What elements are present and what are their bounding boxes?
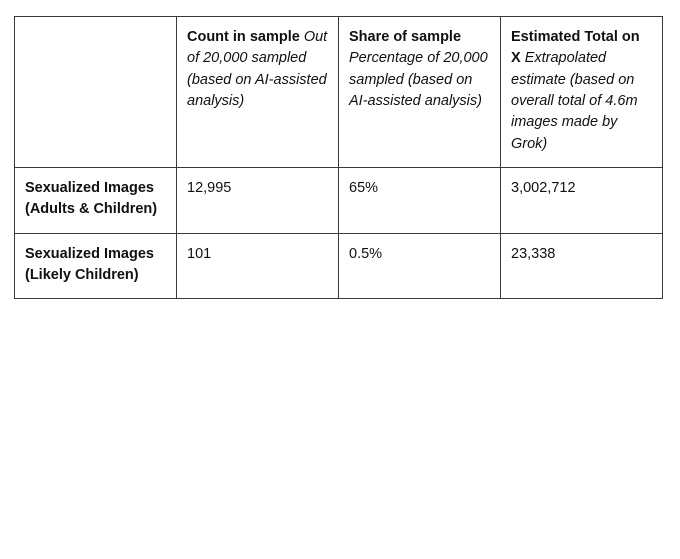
row-label-sexualized-images-adults-children: Sexualized Images (Adults & Children)	[15, 167, 177, 233]
cell-estimated-total-adults-children: 3,002,712	[501, 167, 663, 233]
cell-estimated-total-likely-children: 23,338	[501, 233, 663, 299]
cell-count-likely-children: 101	[177, 233, 339, 299]
column-header-title: Count in sample	[187, 29, 300, 45]
table-header-row	[15, 17, 663, 168]
column-header-estimated-total-on-x	[501, 17, 663, 168]
column-header-title: Share of sample	[349, 29, 462, 45]
cell-count-adults-children: 12,995	[177, 167, 339, 233]
column-header-subtitle: Out of 20,000 sampled (based on AI-assisted analysis)	[187, 29, 328, 109]
column-header-title: Estimated Total on X	[511, 29, 640, 67]
column-header-subtitle: Percentage of 20,000 sampled (based on AI-assisted analysis)	[349, 50, 488, 109]
row-label-sexualized-images-likely-children: Sexualized Images (Likely Children)	[15, 233, 177, 299]
cell-share-likely-children: 0.5%	[339, 233, 501, 299]
column-header-subtitle: Extrapolated estimate (based on overall total of 4.6m images made by Grok)	[511, 50, 638, 152]
sexualized-images-table	[14, 16, 663, 299]
cell-share-adults-children: 65%	[339, 167, 501, 233]
column-header-share-of-sample	[339, 17, 501, 168]
table-row	[15, 167, 663, 233]
column-header-count-in-sample	[177, 17, 339, 168]
table-corner-cell	[15, 17, 177, 168]
table-row	[15, 233, 663, 299]
